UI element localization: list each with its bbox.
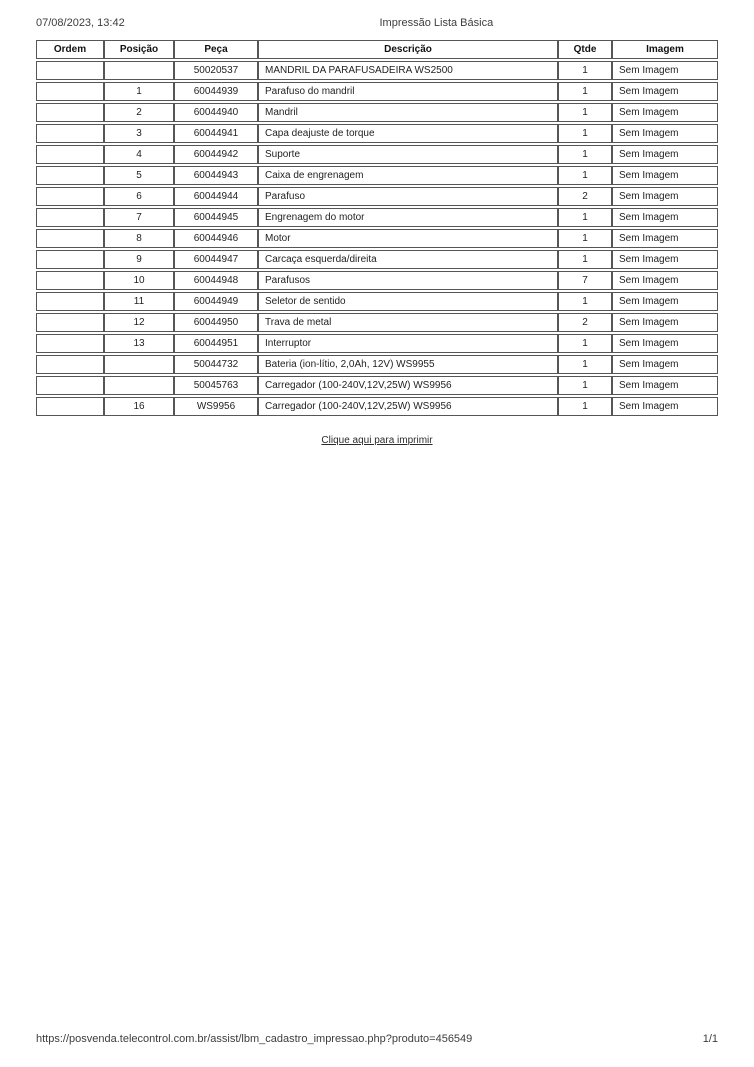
cell-img: Sem Imagem	[612, 166, 718, 185]
cell-posicao	[104, 376, 174, 395]
cell-ordem	[36, 166, 104, 185]
table-row	[36, 229, 718, 248]
cell-peca: 60044951	[174, 334, 258, 353]
table-row	[36, 145, 718, 164]
cell-peca: 60044944	[174, 187, 258, 206]
cell-ordem	[36, 313, 104, 332]
cell-img: Sem Imagem	[612, 250, 718, 269]
cell-posicao	[104, 355, 174, 374]
cell-desc: Suporte	[258, 145, 558, 164]
table-row	[36, 355, 718, 374]
parts-table-body	[36, 61, 718, 416]
table-row	[36, 82, 718, 101]
cell-posicao: 8	[104, 229, 174, 248]
cell-ordem	[36, 397, 104, 416]
cell-peca: 60044942	[174, 145, 258, 164]
cell-desc: Mandril	[258, 103, 558, 122]
cell-peca: 50044732	[174, 355, 258, 374]
cell-img: Sem Imagem	[612, 124, 718, 143]
cell-qtde: 1	[558, 376, 612, 395]
cell-img: Sem Imagem	[612, 103, 718, 122]
print-link-row	[36, 430, 718, 448]
cell-qtde: 7	[558, 271, 612, 290]
cell-posicao: 16	[104, 397, 174, 416]
cell-peca: 60044948	[174, 271, 258, 290]
cell-peca: 60044943	[174, 166, 258, 185]
cell-peca: 60044940	[174, 103, 258, 122]
cell-desc: Seletor de sentido	[258, 292, 558, 311]
cell-qtde: 1	[558, 355, 612, 374]
cell-img: Sem Imagem	[612, 187, 718, 206]
column-header-peca: Peça	[174, 40, 258, 59]
cell-ordem	[36, 208, 104, 227]
cell-qtde: 1	[558, 166, 612, 185]
cell-desc: Engrenagem do motor	[258, 208, 558, 227]
column-header-qtde: Qtde	[558, 40, 612, 59]
cell-ordem	[36, 124, 104, 143]
table-row	[36, 292, 718, 311]
column-header-posicao: Posição	[104, 40, 174, 59]
cell-img: Sem Imagem	[612, 145, 718, 164]
page-number: 1/1	[702, 1033, 718, 1045]
print-footer	[36, 1033, 718, 1046]
cell-posicao: 5	[104, 166, 174, 185]
cell-ordem	[36, 376, 104, 395]
cell-posicao: 2	[104, 103, 174, 122]
cell-img: Sem Imagem	[612, 397, 718, 416]
cell-peca: 60044949	[174, 292, 258, 311]
cell-img: Sem Imagem	[612, 334, 718, 353]
cell-desc: Carcaça esquerda/direita	[258, 250, 558, 269]
cell-desc: Carregador (100-240V,12V,25W) WS9956	[258, 397, 558, 416]
table-row	[36, 208, 718, 227]
cell-posicao: 11	[104, 292, 174, 311]
cell-peca: 60044950	[174, 313, 258, 332]
cell-ordem	[36, 355, 104, 374]
cell-qtde: 1	[558, 250, 612, 269]
cell-peca: 60044941	[174, 124, 258, 143]
print-header-datetime: 07/08/2023, 13:42	[36, 17, 125, 29]
table-row	[36, 187, 718, 206]
table-row	[36, 313, 718, 332]
cell-qtde: 1	[558, 208, 612, 227]
cell-img: Sem Imagem	[612, 292, 718, 311]
column-header-desc: Descrição	[258, 40, 558, 59]
cell-qtde: 1	[558, 334, 612, 353]
cell-img: Sem Imagem	[612, 229, 718, 248]
cell-desc: Parafuso do mandril	[258, 82, 558, 101]
page-title: Impressão Lista Básica	[379, 17, 494, 29]
cell-img: Sem Imagem	[612, 82, 718, 101]
print-header	[36, 17, 718, 30]
cell-posicao: 7	[104, 208, 174, 227]
cell-posicao: 4	[104, 145, 174, 164]
table-row	[36, 271, 718, 290]
cell-peca: 60044945	[174, 208, 258, 227]
table-row	[36, 166, 718, 185]
cell-ordem	[36, 271, 104, 290]
cell-img: Sem Imagem	[612, 208, 718, 227]
cell-qtde: 1	[558, 82, 612, 101]
cell-posicao: 6	[104, 187, 174, 206]
cell-peca: WS9956	[174, 397, 258, 416]
cell-ordem	[36, 250, 104, 269]
table-row	[36, 334, 718, 353]
cell-desc: Motor	[258, 229, 558, 248]
table-row	[36, 397, 718, 416]
table-row	[36, 250, 718, 269]
cell-desc: Caixa de engrenagem	[258, 166, 558, 185]
cell-qtde: 1	[558, 61, 612, 80]
cell-ordem	[36, 187, 104, 206]
table-row	[36, 376, 718, 395]
cell-posicao	[104, 61, 174, 80]
print-footer-url: https://posvenda.telecontrol.com.br/assist/lbm_cadastro_impressao.php?produto=456549	[36, 1033, 473, 1045]
cell-desc: MANDRIL DA PARAFUSADEIRA WS2500	[258, 61, 558, 80]
cell-img: Sem Imagem	[612, 355, 718, 374]
cell-desc: Parafusos	[258, 271, 558, 290]
column-header-img: Imagem	[612, 40, 718, 59]
column-header-ordem: Ordem	[36, 40, 104, 59]
cell-desc: Bateria (ion-lítio, 2,0Ah, 12V) WS9955	[258, 355, 558, 374]
cell-peca: 60044939	[174, 82, 258, 101]
cell-qtde: 1	[558, 292, 612, 311]
print-link[interactable]: Clique aqui para imprimir	[321, 435, 433, 446]
cell-peca: 50020537	[174, 61, 258, 80]
cell-desc: Parafuso	[258, 187, 558, 206]
cell-ordem	[36, 229, 104, 248]
cell-ordem	[36, 334, 104, 353]
cell-img: Sem Imagem	[612, 313, 718, 332]
table-row	[36, 103, 718, 122]
cell-posicao: 9	[104, 250, 174, 269]
cell-posicao: 1	[104, 82, 174, 101]
table-row	[36, 124, 718, 143]
cell-peca: 60044946	[174, 229, 258, 248]
cell-qtde: 1	[558, 229, 612, 248]
cell-qtde: 1	[558, 145, 612, 164]
cell-ordem	[36, 103, 104, 122]
cell-qtde: 1	[558, 124, 612, 143]
cell-img: Sem Imagem	[612, 61, 718, 80]
cell-desc: Capa deajuste de torque	[258, 124, 558, 143]
cell-desc: Carregador (100-240V,12V,25W) WS9956	[258, 376, 558, 395]
cell-ordem	[36, 61, 104, 80]
cell-posicao: 10	[104, 271, 174, 290]
cell-peca: 50045763	[174, 376, 258, 395]
cell-posicao: 13	[104, 334, 174, 353]
cell-ordem	[36, 292, 104, 311]
cell-qtde: 2	[558, 313, 612, 332]
table-header-row	[36, 40, 718, 59]
cell-qtde: 2	[558, 187, 612, 206]
cell-qtde: 1	[558, 397, 612, 416]
cell-posicao: 3	[104, 124, 174, 143]
parts-table-container	[36, 38, 718, 418]
parts-table	[36, 38, 718, 418]
cell-img: Sem Imagem	[612, 271, 718, 290]
cell-peca: 60044947	[174, 250, 258, 269]
cell-img: Sem Imagem	[612, 376, 718, 395]
cell-desc: Interruptor	[258, 334, 558, 353]
table-row	[36, 61, 718, 80]
cell-qtde: 1	[558, 103, 612, 122]
cell-ordem	[36, 82, 104, 101]
cell-desc: Trava de metal	[258, 313, 558, 332]
cell-posicao: 12	[104, 313, 174, 332]
cell-ordem	[36, 145, 104, 164]
